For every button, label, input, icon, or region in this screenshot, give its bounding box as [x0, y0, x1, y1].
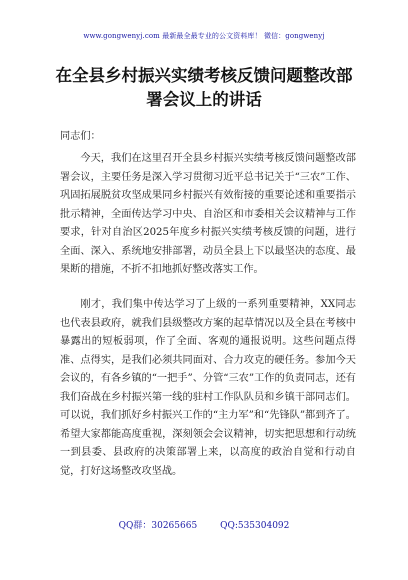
document-title: 在全县乡村振兴实绩考核反馈问题整改部署会议上的讲话 — [55, 66, 353, 109]
footer-contact — [0, 520, 408, 532]
paragraph-2: 刚才，我们集中传达学习了上级的一系列重要精神，XX同志也代表县政府，就我们县级整改方案的起草情况以及全县在考核中暴露出的短板弱项，作了全面、客观的通报说明。这些问题点得准、点得实，是我们必须共同面对、合力攻克的硬任务。参加今天会议的，有各乡镇的“一把手”、分管“三农”工作的负责同志，还有我们奋战在乡村振兴第一线的驻村工作队队员和乡镇干部同志们。可以说，我们抓好乡村振兴工作的“主力军”和“先锋队”都到齐了。希望大家都能高度重视，深刻领会会议精神，切实把思想和行动统一到县委、县政府的决策部署上来，以高度的政治自觉和行动自觉，打好这场整改攻坚战。 — [60, 299, 356, 477]
paragraph-1: 今天，我们在这里召开全县乡村振兴实绩考核反馈问题整改部署会议，主要任务是深入学习贯彻习近平总书记关于“三农”工作、巩固拓展脱贫攻坚成果同乡村振兴有效衔接的重要论述和重要指示批示精神，全面传达学习中央、自治区和市委相关会议精神与工作要求，针对自治区2025年度乡村振兴实绩考核反馈的问题，进行全面、深入、系统地安排部署，动员全县上下以最坚决的态度、最果断的措施，不折不扣地抓好整改落实工作。 — [60, 153, 356, 275]
qq-group-text: QQ群：30265665 — [118, 521, 198, 531]
qq-text: QQ:535304092 — [220, 521, 290, 531]
site-banner[interactable]: www.gongwenyj.com 最新最全最专业的公文资料库！ 微信：gongwenyj — [83, 32, 325, 40]
greeting: 同志们： — [60, 131, 101, 142]
